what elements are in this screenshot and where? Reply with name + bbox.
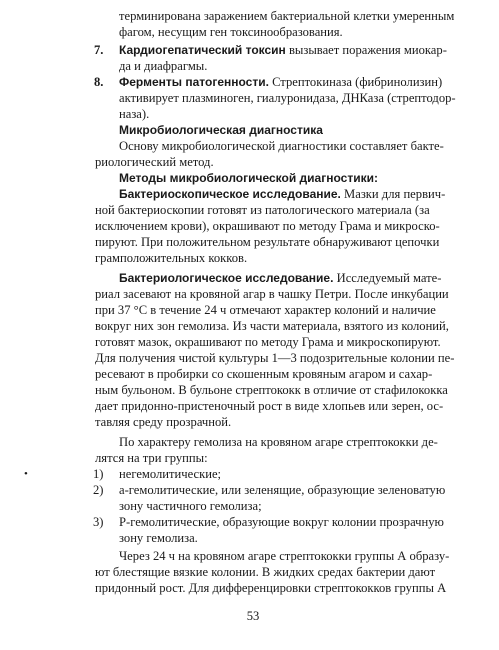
list-number: 8. (94, 75, 104, 89)
text-run: Стрептокиназа (фибринолизин) (268, 75, 443, 89)
text-line: исключением крови), окрашивают по методу Грама и микроско- (95, 219, 440, 233)
bold-term: Бактериологическое исследование. (119, 271, 334, 285)
text-line: ной бактериоскопии готовят из патологического материала (за (95, 203, 430, 217)
section-heading: Микробиологическая диагностика (119, 123, 323, 137)
list-number: 1) (93, 467, 104, 481)
section-heading: Методы микробиологической диагностики: (119, 171, 378, 185)
bold-term: Бактериоскопическое исследование. (119, 187, 341, 201)
list-item-cont: зону гемолиза. (119, 531, 198, 545)
text-line: при 37 °С в течение 24 ч отмечают характер колоний и наличие (95, 303, 436, 317)
text-line: активирует плазминоген, гиалуронидаза, ДНКаза (стрептодор- (119, 91, 456, 105)
text-line: пируют. При положительном результате обнаруживают цепочки (95, 235, 440, 249)
bullet-mark: • (24, 468, 28, 480)
text-line: грамположительных кокков. (95, 251, 248, 265)
text-line: готовят мазок, окрашивают по методу Грама и микроскопируют. (95, 335, 441, 349)
text-run: Исследуемый мате- (333, 271, 442, 285)
text-line: Основу микробиологической диагностики составляет бакте- (119, 139, 444, 153)
list-number: 2) (93, 483, 104, 497)
list-item: a-гемолитические, или зеленящие, образующие зеленоватую (119, 483, 446, 497)
text-line: да и диафрагмы. (119, 59, 208, 73)
text-line: ют блестящие вязкие колонии. В жидких средах бактерии дают (95, 565, 436, 579)
text-line (119, 42, 447, 58)
text-line: риал засевают на кровяной агар в чашку Петри. После инкубации (95, 287, 449, 301)
text-line: фагом, несущим ген токсинообразования. (119, 25, 343, 39)
list-item: негемолитические; (119, 467, 222, 481)
bold-term: Кардиогепатический токсин (119, 43, 286, 57)
page-number: 53 (246, 609, 260, 623)
text-line: наза). (119, 107, 150, 121)
text-line: ресевают в пробирки со скошенным кровяным агаром и сахар- (95, 367, 433, 381)
text-line: ным бульоном. В бульоне стрептококк в отличие от стафилококка (95, 383, 448, 397)
text-line: Для получения чистой культуры 1—3 подозрительные колонии пе- (95, 351, 455, 365)
list-number: 3) (93, 515, 104, 529)
list-number: 7. (94, 43, 104, 57)
text-line (119, 270, 441, 286)
text-line: придонный рост. Для дифференцировки стрептококков группы А (95, 581, 447, 595)
text-run: Мазки для первич- (340, 187, 446, 201)
text-run: вызывает поражения миокар- (285, 43, 447, 57)
text-line: Через 24 ч на кровяном агаре стрептококки группы А образу- (119, 549, 450, 563)
text-line: риологический метод. (95, 155, 214, 169)
text-line: дает придонно-пристеночный рост в виде хлопьев или зерен, ос- (95, 399, 444, 413)
text-line: вокруг них зон гемолиза. Из части материала, взятого из колоний, (95, 319, 449, 333)
text-line: тавляя среду прозрачной. (95, 415, 232, 429)
text-line: лятся на три группы: (95, 451, 208, 465)
bold-term: Ферменты патогенности. (119, 75, 269, 89)
text-line (119, 74, 442, 90)
list-item: Р-гемолитические, образующие вокруг колонии прозрачную (119, 515, 444, 529)
text-line (119, 186, 445, 202)
list-item-cont: зону частичного гемолиза; (119, 499, 262, 513)
text-line: По характеру гемолиза на кровяном агаре стрептококки де- (119, 435, 438, 449)
text-line: терминирована заражением бактериальной клетки умеренным (119, 9, 455, 23)
